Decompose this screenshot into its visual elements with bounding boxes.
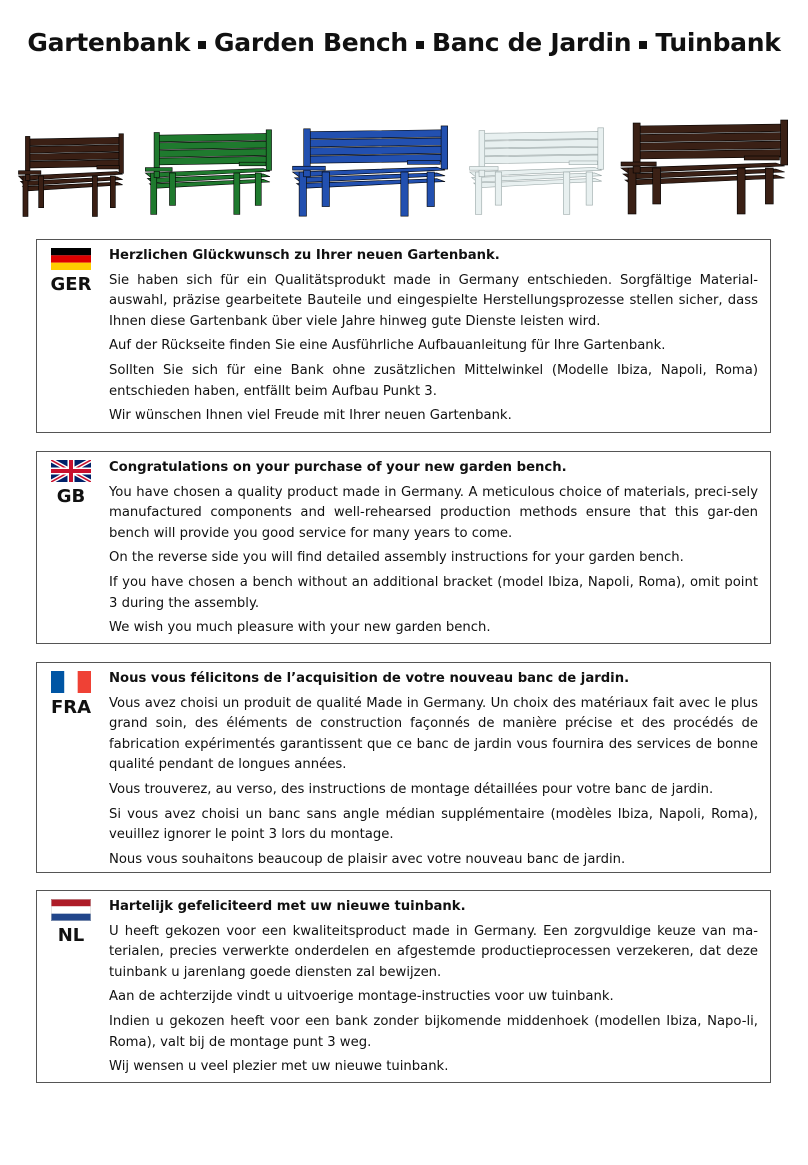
paragraph: Vous trouverez, au verso, des instructions de montage détaillées pour votre banc de jardin. — [109, 781, 714, 797]
separator-square — [416, 41, 424, 49]
title-part: Garden Bench — [214, 28, 408, 57]
paragraph: If you have chosen a bench without an additional bracket (model Ibiza, Napoli, Roma), omit point 3 during the assembly. — [109, 574, 758, 611]
section-heading: Congratulations on your purchase of your new garden bench. — [109, 460, 567, 475]
paragraph: Aan de achterzijde vindt u uitvoerige montage-instructies voor uw tuinbank. — [109, 989, 614, 1005]
uk-flag-icon — [51, 460, 91, 482]
netherlands-flag-icon — [51, 899, 91, 921]
bench-images-row — [0, 110, 808, 230]
bench-image-white — [464, 126, 606, 218]
paragraph: Si vous avez choisi un banc sans angle médian supplémentaire (modèles Ibiza, Napoli, Roma), veuillez ignorer le point 3 lors du montage. — [109, 806, 758, 843]
title-part: Banc de Jardin — [431, 28, 632, 57]
section-dutch — [36, 890, 771, 1083]
bench-shape — [470, 128, 604, 214]
section-heading: Herzlichen Glückwunsch zu Ihrer neuen Gartenbank. — [109, 248, 500, 263]
france-flag-icon — [51, 671, 91, 693]
section-text — [109, 458, 758, 643]
section-text — [109, 897, 758, 1082]
page-title — [0, 28, 808, 57]
title-part: Gartenbank — [27, 28, 191, 57]
separator-square — [639, 41, 647, 49]
section-text — [109, 246, 758, 431]
separator-square — [198, 41, 206, 49]
bench-image-brown — [14, 132, 126, 220]
language-code: NL — [57, 925, 85, 946]
paragraph: Indien u gekozen heeft voor een bank zonder bijkomende middenhoek (modellen Ibiza, Napo-li, Roma), valt bij de montage punt 3 weg. — [109, 1013, 758, 1050]
bench-image-blue — [286, 124, 450, 220]
language-code: GB — [56, 486, 86, 507]
bench-shape — [621, 120, 788, 214]
language-code: FRA — [50, 697, 92, 718]
paragraph: Wir wünschen Ihnen viel Freude mit Ihrer neuen Gartenbank. — [109, 408, 512, 424]
paragraph: Wij wensen u veel plezier met uw nieuwe tuinbank. — [109, 1059, 449, 1075]
paragraph: Vous avez choisi un produit de qualité Made in Germany. Un choix des matériaux fait avec le plus grand soin, des éléments de construction façonnés de manière précise et des procédés de fabrication expérimentés garantissent que ce banc de jardin vous fournira des services de bonne qualité pendant de longues années. — [109, 695, 758, 773]
paragraph: Nous vous souhaitons beaucoup de plaisir avec votre nouveau banc de jardin. — [109, 851, 626, 867]
bench-shape — [293, 126, 448, 216]
language-code: GER — [50, 274, 92, 295]
bench-shape — [18, 134, 123, 217]
section-french — [36, 662, 771, 873]
section-heading: Hartelijk gefeliciteerd met uw nieuwe tuinbank. — [109, 899, 466, 914]
section-english — [36, 451, 771, 644]
paragraph: On the reverse side you will find detailed assembly instructions for your garden bench. — [109, 550, 684, 566]
section-text — [109, 669, 758, 874]
paragraph: U heeft gekozen voor een kwaliteitsproduct made in Germany. Een zorgvuldige keuze van ma-terialen, precies verwerkte onderdelen en afgestemde productieprocessen verzekeren, dat deze tuinbank u jarenlang goede diensten zal bewijzen. — [109, 923, 758, 980]
bench-image-green — [140, 128, 274, 218]
paragraph: Auf der Rückseite finden Sie eine Ausführliche Aufbauanleitung für Ihre Gartenbank. — [109, 338, 666, 354]
title-part: Tuinbank — [655, 28, 781, 57]
section-german — [36, 239, 771, 433]
paragraph: Sollten Sie sich für eine Bank ohne zusätzlichen Mittelwinkel (Modelle Ibiza, Napoli, Roma) entschieden haben, entfällt beim Aufbau Punkt 3. — [109, 362, 758, 399]
paragraph: We wish you much pleasure with your new garden bench. — [109, 620, 491, 636]
bench-shape — [145, 130, 271, 215]
paragraph: Sie haben sich für ein Qualitätsprodukt made in Germany entschieden. Sorgfältige Material-auswahl, präzise gearbeitete Bauteile und eingespielte Herstellungsprozesse stellen sicher, dass Ihnen diese Gartenbank über viele Jahre hinweg gute Dienste leisten wird. — [109, 272, 758, 329]
bench-image-dark-brown — [614, 118, 790, 218]
section-heading: Nous vous félicitons de l’acquisition de votre nouveau banc de jardin. — [109, 671, 630, 686]
paragraph: You have chosen a quality product made in Germany. A meticulous choice of materials, preci-sely manufactured components and well-rehearsed production methods ensure that this gar-den bench will provide you good service for many years to come. — [109, 484, 758, 541]
germany-flag-icon — [51, 248, 91, 270]
